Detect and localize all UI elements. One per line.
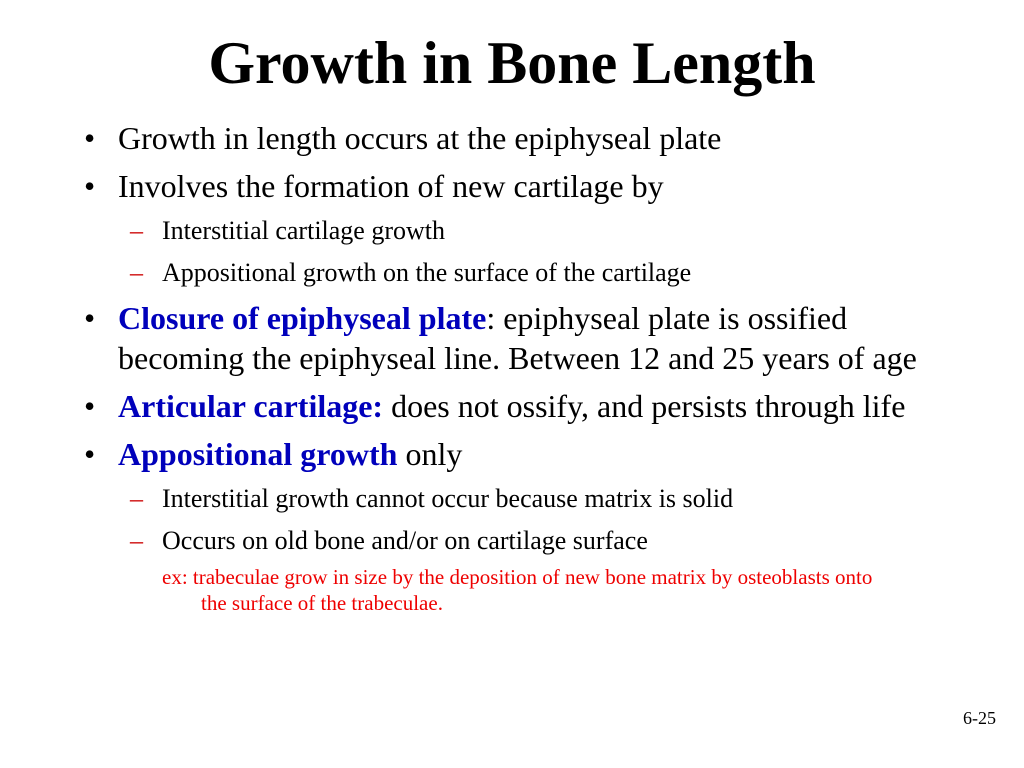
sub-bullet-appositional: [84, 256, 964, 290]
dash-icon: –: [130, 526, 143, 555]
bullet-closure: [84, 298, 964, 378]
bullet-new-cartilage: [84, 166, 964, 206]
bullet-text: Involves the formation of new cartilage by: [118, 168, 664, 204]
bullet-articular: [84, 386, 964, 426]
bullet-icon: •: [84, 388, 96, 424]
example-note: ex: trabeculae grow in size by the deposition of new bone matrix by osteoblasts onto the surface of the trabeculae.: [162, 565, 873, 615]
bullet-text: Growth in length occurs at the epiphyseal plate: [118, 120, 722, 156]
sub-bullet-interstitial-cannot: [84, 482, 964, 516]
sub-bullet-text: Interstitial cartilage growth: [162, 216, 446, 245]
slide-number: 6-25: [963, 708, 996, 728]
bullet-icon: •: [84, 168, 96, 204]
sub-bullet-text: Appositional growth on the surface of the cartilage: [162, 258, 692, 287]
bullet-appositional-only: [84, 434, 964, 474]
sub-bullet-text: Interstitial growth cannot occur because matrix is solid: [162, 484, 734, 513]
dash-icon: –: [130, 258, 143, 287]
sub-bullet-interstitial: [84, 214, 964, 248]
bullet-term: Closure of epiphyseal plate: [118, 300, 487, 336]
slide-body: [84, 110, 964, 616]
bullet-text: : epiphyseal plate is ossified becoming the epiphyseal line. Between 12 and 25 years of age: [118, 300, 917, 376]
slide-title: Growth in Bone Length: [208, 30, 816, 96]
bullet-icon: •: [84, 436, 96, 472]
bullet-text: only: [397, 436, 463, 472]
bullet-icon: •: [84, 120, 96, 156]
sub-bullet-text: Occurs on old bone and/or on cartilage surface: [162, 526, 648, 555]
bullet-term: Articular cartilage:: [118, 388, 384, 424]
dash-icon: –: [130, 484, 143, 513]
bullet-growth-location: [84, 118, 964, 158]
bullet-term: Appositional growth: [118, 436, 398, 472]
bullet-icon: •: [84, 300, 96, 336]
bullet-text: does not ossify, and persists through life: [383, 388, 906, 424]
dash-icon: –: [130, 216, 143, 245]
sub-bullet-occurs-on: [84, 524, 964, 558]
